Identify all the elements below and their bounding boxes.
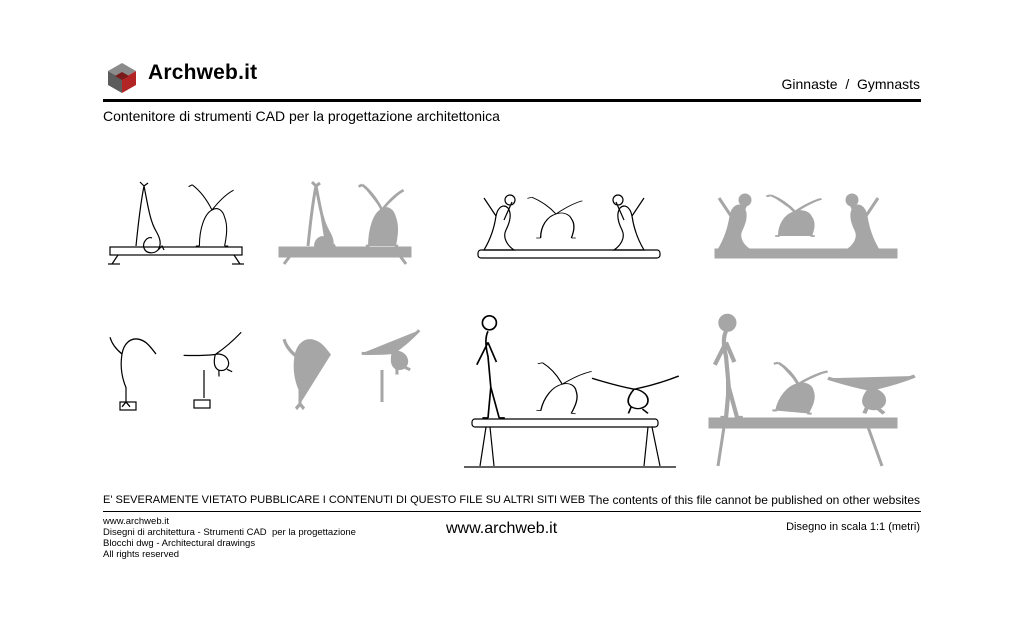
gymnast-block-7 [464,316,679,467]
gymnast-block-5 [110,332,253,410]
gymnast-block-4 [716,195,896,257]
footer-website-link[interactable]: www.archweb.it [446,520,558,537]
subtitle: Contenitore di strumenti CAD per la progettazione architettonica [103,108,500,124]
footer-line-drawings: Disegni di architettura - Strumenti CAD per la progettazione [103,527,356,538]
gymnast-block-3 [478,195,660,258]
footer-line-blocks: Blocchi dwg - Architectural drawings [103,538,256,549]
footer-rule [103,511,921,512]
drawing-scale: Disegno in scala 1:1 (metri) [786,521,920,533]
footer-info [103,516,356,560]
gymnast-block-2 [280,182,410,264]
brand-name: Archweb.it [148,61,258,84]
footer-line-site: www.archweb.it [103,516,169,527]
copyright-notice-english: The contents of this file cannot be published on other websites [588,493,920,507]
gymnast-block-1 [108,182,244,264]
gymnast-block-8 [710,316,915,466]
footer-line-rights: All rights reserved [103,549,180,560]
gymnast-block-6 [284,330,431,409]
copyright-notice-italian: E' SEVERAMENTE VIETATO PUBBLICARE I CONTENUTI DI QUESTO FILE SU ALTRI SITI WEB [103,494,586,506]
sheet-title: Ginnaste / Gymnasts [781,76,920,92]
